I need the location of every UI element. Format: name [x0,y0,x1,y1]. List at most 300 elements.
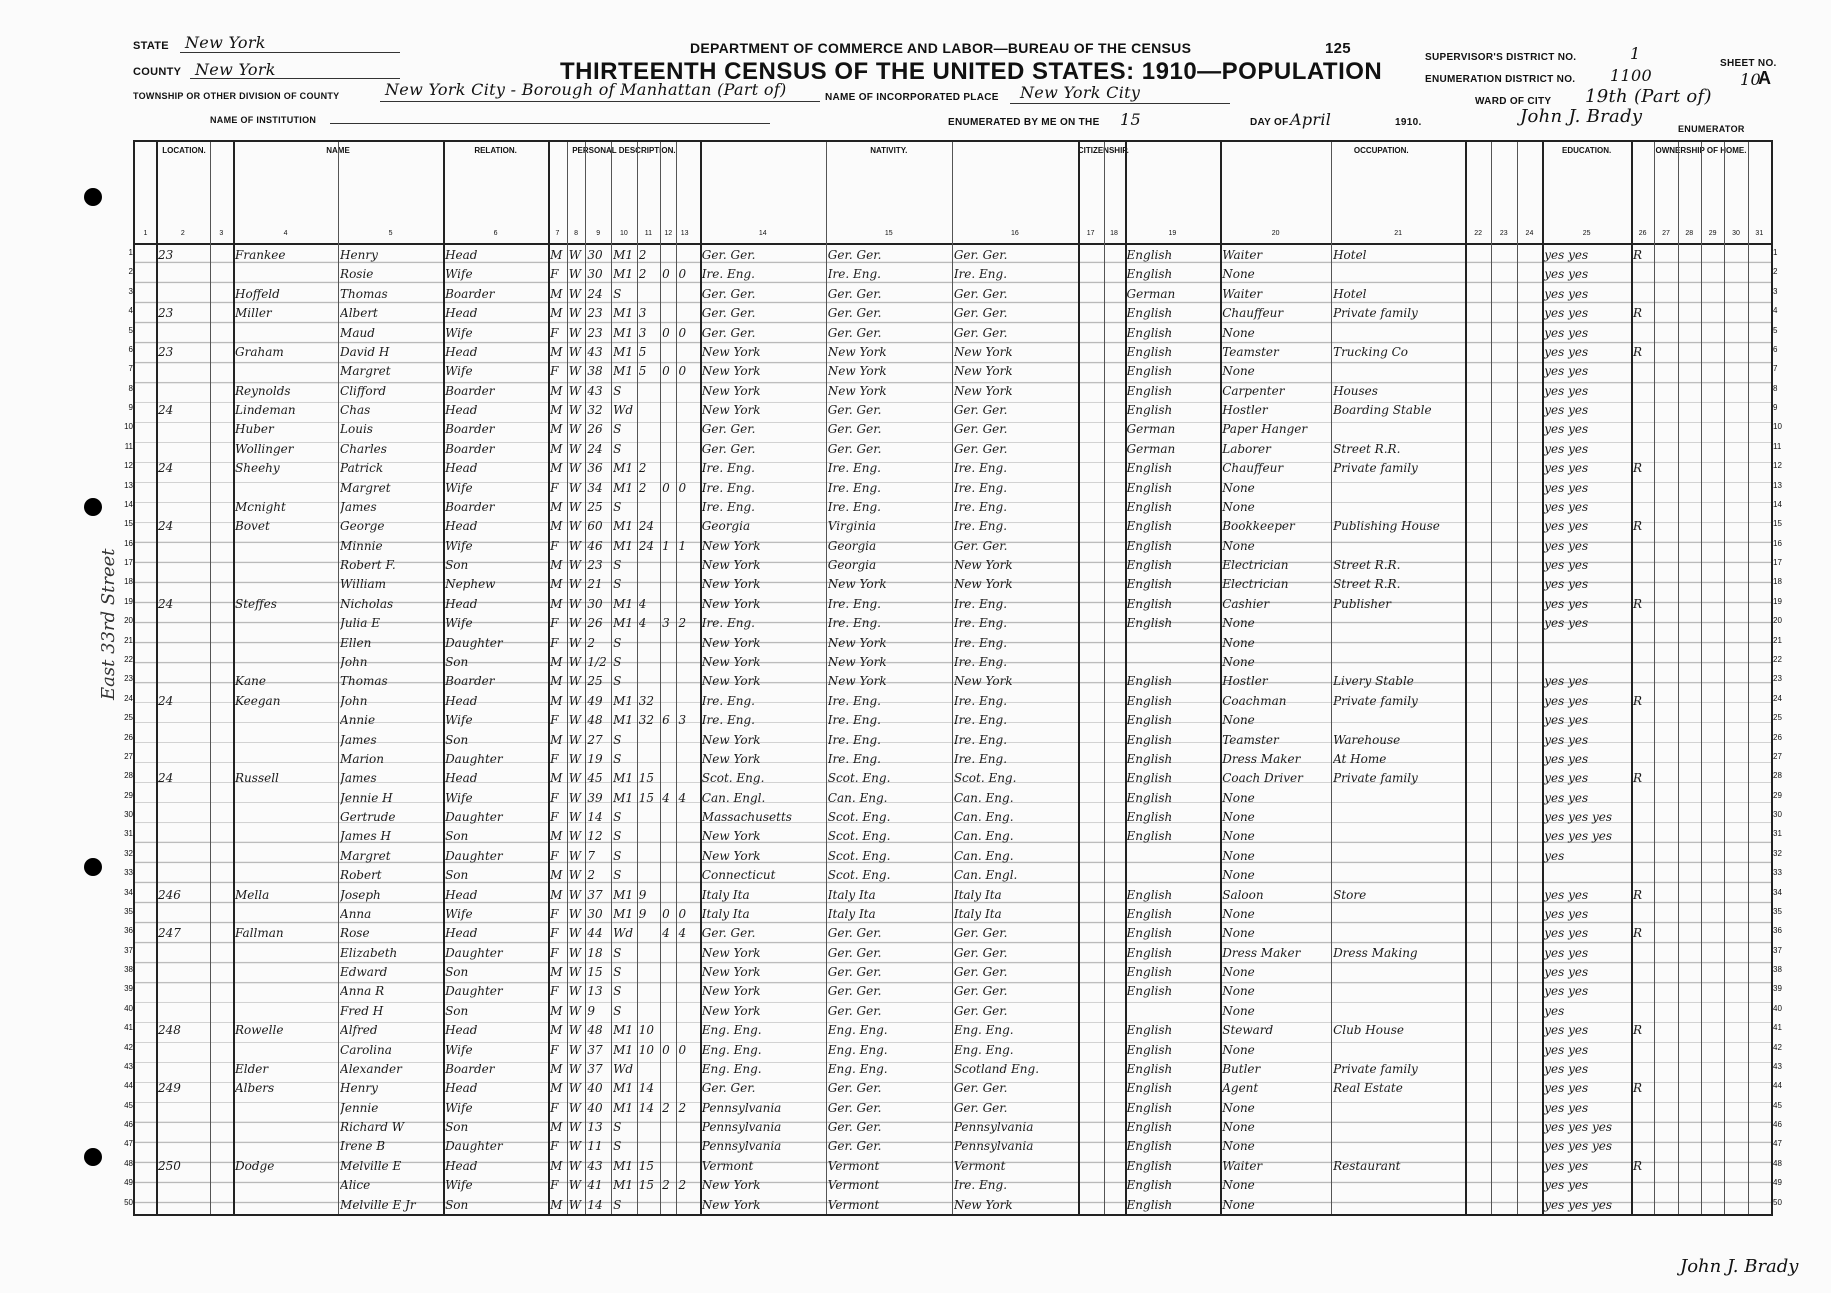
cell-trade: Coachman [1222,693,1287,708]
line-number-right: 11 [1773,441,1782,451]
cell-bc [662,498,675,516]
column-number: 8 [574,230,579,237]
cell-given: Melville E [340,1158,402,1173]
cell-birth: New York [701,674,761,689]
line-number-right: 15 [1773,519,1782,529]
cell-bc [662,963,675,981]
cell-yrs: 24 [638,519,655,534]
cell-mbirth: Ire. Eng. [953,732,1008,747]
cell-given: Margret [340,848,391,863]
cell-trade: Agent [1222,1081,1259,1096]
cell-given: Maud [340,325,375,340]
cell-surname: Kane [235,674,266,689]
cell-sex: F [550,480,559,495]
column-group-header: PERSONAL DESCRIPTION. [572,146,676,155]
cell-birth: Georgia [701,519,751,534]
cell-race: W [568,1061,582,1076]
cell-bl [678,634,691,652]
cell-bc [662,692,675,710]
cell-trade: Dress Maker [1222,751,1301,766]
cell-given: Alexander [340,1061,402,1076]
cell-given: Rosie [340,267,374,282]
cell-trade: None [1222,654,1255,669]
cell-sex: F [550,926,559,941]
cell-fbirth: Georgia [827,538,877,553]
cell-age: 23 [587,306,603,321]
cell-given: Jennie H [340,790,393,805]
line-number: 24 [124,693,133,703]
cell-mar: S [613,751,622,766]
cell-bl [678,982,691,1000]
cell-surname [235,537,337,555]
state-label: STATE [133,40,169,52]
cell-ind [1333,1041,1464,1059]
cell-sex: F [550,635,559,650]
cell-mbirth: New York [953,383,1013,398]
cell-bc [662,401,675,419]
cell-bl: 3 [678,713,687,728]
cell-trade: Hostler [1222,674,1268,689]
column-number: 17 [1086,230,1095,237]
cell-mbirth: Ire. Eng. [953,519,1008,534]
cell-mbirth: Can. Eng. [953,790,1014,805]
cell-race: W [568,306,582,321]
cell-age: 21 [587,577,603,592]
cell-mbirth: Ire. Eng. [953,480,1008,495]
cell-ind: Street R.R. [1333,577,1401,592]
cell-trade: None [1222,538,1255,553]
cell-ind [1333,866,1464,884]
cell-race: W [568,654,582,669]
cell-race: W [568,771,582,786]
township-label: TOWNSHIP OR OTHER DIVISION OF COUNTY [133,91,340,101]
cell-surname [235,789,337,807]
cell-age: 14 [587,1197,603,1212]
line-number: 11 [124,441,133,451]
line-number-right: 28 [1773,771,1782,781]
cell-surname: Sheehy [235,461,280,476]
line-number: 7 [128,364,133,374]
cell-fbirth: Ger. Ger. [827,984,882,999]
cell-age: 24 [587,286,603,301]
cell-lang: English [1126,771,1173,786]
cell-yrs: 2 [638,480,647,495]
cell-race: W [568,1178,582,1193]
state-value: New York [185,33,266,52]
cell-rel: Son [445,1197,469,1212]
table-row [124,671,1782,690]
cell-birth: New York [701,965,761,980]
cell-trade: None [1222,1003,1255,1018]
line-number-right: 33 [1773,868,1782,878]
cell-yrs [639,285,659,303]
cell-surname [235,653,337,671]
cell-own [1633,711,1653,729]
line-number-right: 44 [1773,1081,1782,1091]
cell-given: Chas [340,403,371,418]
cell-edu [1544,634,1630,652]
cell-house [158,479,209,497]
cell-race: W [568,577,582,592]
cell-sex: M [550,887,563,902]
cell-rel: Wife [445,713,473,728]
cell-bl [678,1137,691,1155]
cell-birth: New York [701,654,761,669]
line-number-right: 41 [1773,1023,1782,1033]
cell-yrs [639,575,659,593]
table-row [124,516,1782,535]
cell-lang: English [1126,906,1173,921]
cell-yrs [639,498,659,516]
table-row [124,1001,1782,1020]
cell-ind [1333,982,1464,1000]
cell-trade: None [1222,810,1255,825]
line-number: 32 [124,848,133,858]
cell-surname [235,1002,337,1020]
cell-house [158,1041,209,1059]
cell-given: James [340,771,377,786]
cell-age: 60 [587,519,603,534]
cell-ind [1333,537,1464,555]
cell-birth: Eng. Eng. [701,1042,762,1057]
cell-edu: yes yes [1544,1061,1589,1076]
cell-house [158,556,209,574]
cell-surname [235,711,337,729]
table-row [124,749,1782,768]
cell-edu: yes yes [1544,596,1589,611]
table-row [128,284,1778,303]
cell-rel: Son [445,829,469,844]
cell-ind: Private family [1333,1061,1418,1076]
table-row [124,943,1782,962]
table-row [124,768,1782,787]
cell-own: R [1632,771,1643,786]
bottom-signature: John J. Brady [1680,1256,1799,1277]
table-row [128,264,1778,283]
cell-house [158,789,209,807]
cell-bc: 2 [662,1100,670,1115]
cell-ind [1333,653,1464,671]
cell-bc [662,944,675,962]
line-number-right: 31 [1773,829,1782,839]
line-number-right: 14 [1773,499,1782,509]
cell-own [1633,789,1653,807]
cell-trade: Teamster [1222,732,1279,747]
cell-birth: Pennsylvania [701,1139,782,1154]
cell-sex: M [550,965,563,980]
line-number: 42 [124,1042,133,1052]
line-number: 23 [124,674,133,684]
cell-fbirth: Scot. Eng. [827,848,891,863]
cell-given: Ellen [340,635,372,650]
cell-rel: Boarder [445,1061,495,1076]
cell-birth: New York [701,945,761,960]
cell-lang: English [1126,1081,1173,1096]
cell-sex: F [550,1139,559,1154]
cell-sex: M [550,286,563,301]
cell-ind: Livery Stable [1333,674,1414,689]
cell-fbirth: Ger. Ger. [827,1120,882,1135]
cell-rel: Son [445,1003,469,1018]
cell-race: W [568,1139,582,1154]
cell-bl [678,285,691,303]
cell-fbirth: Ire. Eng. [827,480,881,495]
cell-house: 24 [158,403,174,418]
cell-mar: M1 [613,325,634,340]
table-row [128,342,1778,361]
cell-mar: M1 [613,461,634,476]
cell-rel: Wife [445,480,473,495]
cell-edu: yes yes [1544,1100,1589,1115]
cell-trade: None [1222,1120,1255,1135]
cell-surname [235,808,337,826]
cell-trade: None [1222,984,1255,999]
cell-own [1633,556,1653,574]
cell-fbirth: Vermont [827,1158,880,1173]
cell-ind [1333,324,1464,342]
cell-rel: Daughter [445,751,503,766]
line-number-right: 35 [1773,906,1782,916]
cell-house [158,905,209,923]
cell-age: 18 [587,945,603,960]
cell-house [158,537,209,555]
cell-own [1633,382,1653,400]
cell-given: James H [340,829,391,844]
line-number: 39 [124,984,133,994]
cell-edu: yes yes [1544,403,1589,418]
cell-ind [1333,479,1464,497]
cell-given: Joseph [340,887,381,902]
cell-mar: S [613,577,622,592]
cell-rel: Son [445,558,469,573]
cell-house: 249 [158,1081,181,1096]
cell-ind [1333,847,1464,865]
cell-age: 30 [587,596,603,611]
cell-yrs [639,963,659,981]
cell-mar: S [613,848,622,863]
line-number: 14 [124,499,133,509]
cell-surname: Huber [235,422,274,437]
cell-sex: M [550,1061,563,1076]
cell-yrs [639,808,659,826]
cell-ind [1333,265,1464,283]
column-number: 31 [1755,230,1764,237]
cell-lang [1127,866,1220,884]
cell-edu: yes yes [1544,577,1589,592]
line-number-right: 32 [1773,848,1782,858]
cell-lang: English [1126,519,1173,534]
cell-birth: Italy Ita [701,887,750,902]
cell-lang: German [1126,422,1176,437]
cell-trade: None [1222,325,1255,340]
cell-mbirth: Can. Engl. [953,868,1018,883]
cell-ind: Trucking Co [1333,344,1408,359]
cell-rel: Wife [445,790,473,805]
cell-lang: English [1126,403,1173,418]
cell-age: 1/2 [587,654,607,669]
line-number: 5 [128,325,133,335]
cell-ind: Hotel [1333,248,1367,262]
cell-ind: Boarding Stable [1333,403,1432,418]
column-group-header: NAME [326,146,350,155]
cell-house [158,498,209,516]
cell-race: W [568,829,582,844]
cell-edu: yes yes [1544,926,1589,941]
cell-surname: Hoffeld [235,286,280,301]
table-row [124,788,1782,807]
cell-race: W [568,616,582,631]
cell-given: Jennie [340,1100,379,1115]
cell-fbirth: Scot. Eng. [827,810,891,825]
cell-lang: English [1126,693,1173,708]
cell-edu: yes yes [1544,1081,1589,1096]
cell-fbirth: Ire. Eng. [827,751,881,766]
cell-edu: yes yes [1544,422,1589,437]
cell-sex: M [550,422,563,437]
line-number: 48 [124,1158,133,1168]
cell-mbirth: Ger. Ger. [953,1081,1008,1096]
line-number: 28 [124,771,133,781]
cell-bl [678,1021,691,1039]
cell-yrs: 3 [638,325,647,340]
cell-sex: F [550,906,559,921]
cell-mar: S [613,829,622,844]
cell-bl [678,517,691,535]
cell-sex: F [550,751,559,766]
cell-own [1633,1060,1653,1078]
cell-given: Henry [340,248,378,262]
cell-bc [662,420,675,438]
cell-age: 26 [587,616,603,631]
cell-bl [678,886,691,904]
cell-bl [678,963,691,981]
cell-mbirth: New York [953,577,1013,592]
cell-lang: English [1126,887,1173,902]
cell-lang: English [1126,1061,1173,1076]
cell-house [158,1176,209,1194]
cell-surname [235,944,337,962]
cell-age: 25 [587,499,603,514]
line-number-right: 2 [1773,267,1778,277]
cell-fbirth: Ire. Eng. [827,713,881,728]
cell-own [1633,401,1653,419]
cell-lang [1127,847,1220,865]
column-number: 11 [644,230,653,237]
cell-mar: S [613,732,622,747]
cell-sex: F [550,984,559,999]
cell-fbirth: Ire. Eng. [827,732,881,747]
table-row [124,981,1782,1000]
cell-yrs: 24 [638,538,655,553]
cell-bc [662,246,675,264]
census-table [124,140,1782,1216]
cell-surname [235,575,337,593]
cell-given: Rose [340,926,370,941]
cell-mar: S [613,674,622,689]
cell-race: W [568,267,582,282]
cell-trade: Teamster [1222,344,1279,359]
line-number-right: 4 [1773,306,1778,316]
cell-race: W [568,344,582,359]
cell-birth: Ger. Ger. [701,286,756,301]
column-number: 7 [555,230,560,237]
cell-own [1633,420,1653,438]
cell-own: R [1632,1158,1643,1173]
cell-rel: Nephew [445,577,496,592]
cell-bl [678,692,691,710]
cell-lang: English [1126,1120,1173,1135]
cell-bc [662,866,675,884]
cell-own [1633,285,1653,303]
cell-race: W [568,325,582,340]
cell-age: 30 [587,906,603,921]
table-row [124,807,1782,826]
cell-race: W [568,751,582,766]
cell-race: W [568,1081,582,1096]
cell-own [1633,537,1653,555]
cell-mbirth: Scotland Eng. [953,1061,1040,1076]
line-number-right: 10 [1773,422,1782,432]
cell-fbirth: Ger. Ger. [827,422,882,437]
cell-edu: yes yes [1544,790,1589,805]
cell-birth: Ger. Ger. [701,306,756,321]
line-number-right: 20 [1773,616,1782,626]
cell-bc [662,343,675,361]
cell-lang: English [1126,616,1173,631]
cell-edu: yes yes [1544,732,1589,747]
cell-mar: M1 [613,790,634,805]
cell-birth: New York [701,1178,761,1193]
cell-edu: yes yes [1544,1023,1589,1038]
cell-lang: English [1126,577,1173,592]
cell-sex: F [550,538,559,553]
cell-mbirth: Italy Ita [953,887,1002,902]
cell-birth: Ger. Ger. [701,1081,756,1096]
cell-given: Anna [340,906,372,921]
line-number: 47 [124,1139,133,1149]
table-row [124,1156,1782,1175]
cell-race: W [568,248,582,262]
cell-fbirth: New York [827,383,887,398]
cell-rel: Head [445,519,478,534]
institution-label: NAME OF INSTITUTION [210,115,317,125]
cell-ind: Private family [1333,461,1418,476]
line-number: 21 [124,635,133,645]
cell-ind [1333,1176,1464,1194]
cell-age: 11 [587,1139,603,1154]
line-number-right: 8 [1773,383,1778,393]
cell-rel: Head [445,926,478,941]
cell-given: Robert F. [340,558,396,573]
cell-fbirth: Can. Eng. [827,790,888,805]
cell-age: 25 [587,674,603,689]
cell-bl [678,1079,691,1097]
cell-race: W [568,693,582,708]
cell-trade: None [1222,790,1255,805]
cell-age: 30 [587,248,603,262]
cell-yrs [639,634,659,652]
cell-lang [1127,653,1220,671]
line-number: 30 [124,810,133,820]
cell-mar: S [613,984,622,999]
cell-yrs: 5 [638,344,647,359]
cell-house [158,847,209,865]
cell-sex: M [550,306,563,321]
cell-mbirth: Ger. Ger. [953,422,1008,437]
cell-given: Fred H [340,1003,384,1018]
column-number: 25 [1582,230,1591,237]
cell-birth: Ger. Ger. [701,441,756,456]
